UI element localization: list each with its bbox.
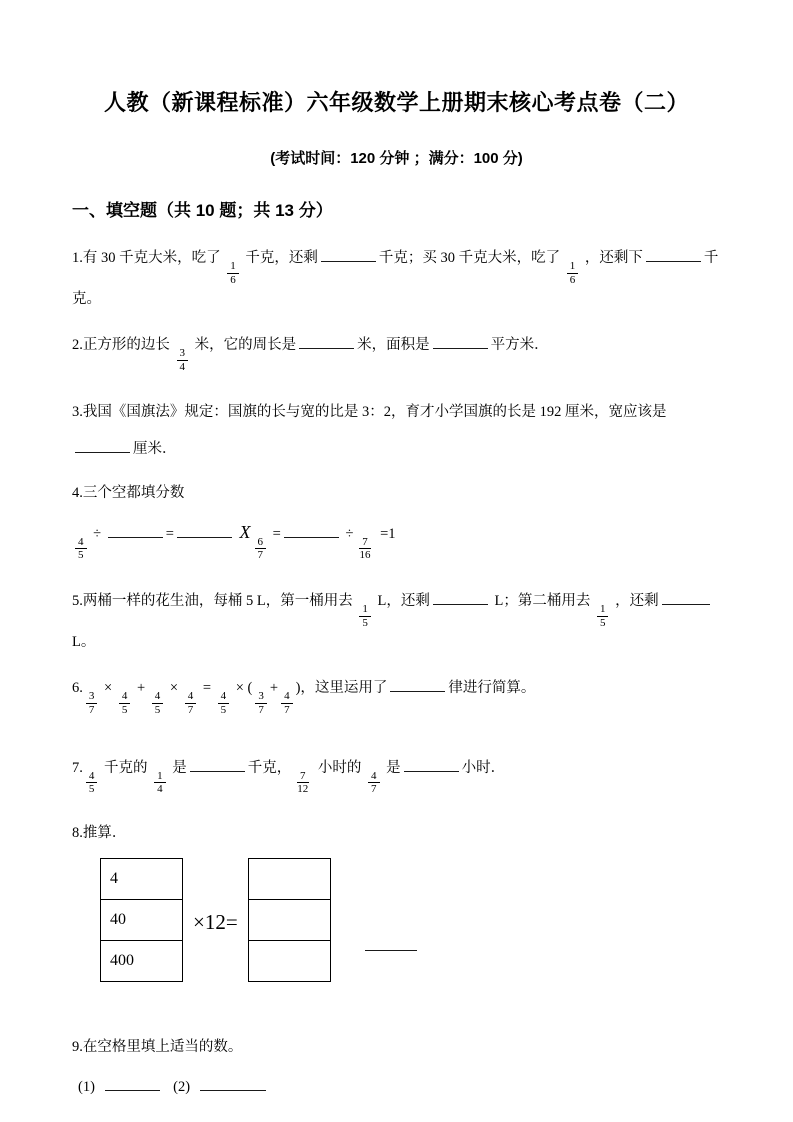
question-7 <box>72 755 721 796</box>
fraction: $\frac{4}{5}$ <box>75 536 87 562</box>
question-1 <box>72 245 721 312</box>
fill-in-blank <box>75 438 130 453</box>
text-segment: 2.正方形的边长 <box>72 337 174 354</box>
multiply-by-12-operator: ×12= <box>193 910 238 934</box>
text-segment <box>235 526 239 542</box>
text-segment: 律进行简算。 <box>448 680 536 697</box>
question-5 <box>72 588 721 655</box>
question-4-label: 4.三个空都填分数 <box>72 484 185 501</box>
text-segment: × <box>166 680 182 697</box>
fraction: $\frac{3}{7}$ <box>86 690 98 716</box>
fill-in-blank <box>284 523 339 538</box>
q8-fill-in-blank <box>365 936 417 951</box>
text-segment: + <box>133 680 149 697</box>
text-segment: = <box>165 525 174 542</box>
text-segment: ，还剩下 <box>581 250 643 266</box>
text-segment: 3.我国《国旗法》规定：国旗的长与宽的比是 3：2，育才小学国旗的长是 192 厘米，宽应该是 <box>72 403 667 420</box>
text-segment: 是 <box>168 759 187 776</box>
text-segment: 5.两桶一样的花生油，每桶 5 L，第一桶用去 <box>72 592 357 609</box>
question-3 <box>72 394 721 468</box>
fill-in-blank <box>646 247 701 262</box>
fill-in-blank <box>433 334 488 349</box>
text-segment: 千克，还剩 <box>241 250 318 266</box>
fill-in-blank <box>433 590 488 605</box>
paper-title: 人教（新课程标准）六年级数学上册期末核心考点卷（二） <box>103 90 689 115</box>
text-segment: ÷ <box>89 525 105 542</box>
fill-in-blank <box>105 1076 160 1091</box>
fraction: $\frac{1}{6}$ <box>567 260 579 286</box>
text-segment: 千克。 <box>72 250 719 308</box>
fraction: $\frac{7}{12}$ <box>297 769 309 796</box>
q8-input-cell: 40 <box>101 900 183 941</box>
fraction: $\frac{7}{16}$ <box>359 535 371 562</box>
question-8-label: 8.推算． <box>72 824 127 841</box>
text-segment: (1) <box>78 1079 99 1096</box>
q8-input-cell: 400 <box>101 941 183 982</box>
q8-answer-table <box>248 858 331 982</box>
text-segment: 6. <box>72 680 83 697</box>
fraction: $\frac{3}{7}$ <box>255 690 267 716</box>
text-segment: L；第二桶用去 <box>490 592 594 609</box>
text-segment: X <box>239 521 251 542</box>
fraction: $\frac{6}{7}$ <box>255 536 267 562</box>
question-6 <box>72 675 721 716</box>
fill-in-blank <box>190 757 245 772</box>
text-segment: = <box>269 525 281 542</box>
text-segment: 小时的 <box>314 759 365 776</box>
q8-answer-cell <box>248 941 330 982</box>
fraction: $\frac{1}{4}$ <box>154 770 166 796</box>
q8-input-table <box>100 858 183 982</box>
fraction: $\frac{4}{5}$ <box>152 690 164 716</box>
text-segment: 平方米． <box>490 337 549 354</box>
text-segment: 千克， <box>247 759 292 776</box>
fill-in-blank <box>299 334 354 349</box>
text-segment: ，还剩 <box>611 592 659 609</box>
text-segment: 7. <box>72 759 83 776</box>
text-segment: 千克；买 30 千克大米，吃了 <box>378 250 564 266</box>
text-segment: L，还剩 <box>373 592 430 609</box>
q8-input-cell: 4 <box>101 859 183 900</box>
fraction: $\frac{1}{5}$ <box>597 603 609 629</box>
fill-in-blank <box>390 677 445 692</box>
text-segment: 小时． <box>461 759 506 776</box>
question-9-label: 9.在空格里填上适当的数。 <box>72 1039 243 1055</box>
text-segment: × ( <box>232 680 253 697</box>
text-segment: 厘米． <box>133 440 177 457</box>
question-9-blanks <box>72 1074 721 1100</box>
question-8-diagram <box>72 858 721 982</box>
fill-in-blank <box>177 523 232 538</box>
fill-in-blank <box>404 757 459 772</box>
text-segment: =1 <box>376 525 396 542</box>
fraction: $\frac{4}{5}$ <box>86 770 98 796</box>
text-segment: + <box>269 680 279 697</box>
question-4-equation <box>72 516 721 562</box>
text-segment: (2) <box>169 1079 194 1096</box>
fraction: $\frac{4}{7}$ <box>185 690 197 716</box>
text-segment: × <box>100 680 116 697</box>
fraction: $\frac{3}{4}$ <box>177 347 189 373</box>
fraction: $\frac{4}{7}$ <box>281 690 293 716</box>
text-segment: ÷ <box>341 525 354 542</box>
text-segment: 千克的 <box>100 759 152 776</box>
fraction: $\frac{4}{5}$ <box>218 690 230 716</box>
fraction: $\frac{1}{6}$ <box>227 260 239 286</box>
fill-in-blank <box>321 247 376 262</box>
text-segment: 米，面积是 <box>357 337 430 354</box>
fraction: $\frac{1}{5}$ <box>359 603 371 629</box>
fraction: $\frac{4}{7}$ <box>368 770 380 796</box>
text-segment: )，这里运用了 <box>295 680 388 697</box>
q8-answer-cell <box>248 859 330 900</box>
paper-subtitle: (考试时间：120 分钟 ；满分：100 分) <box>270 150 523 167</box>
fill-in-blank <box>108 523 163 538</box>
text-segment: 米，它的周长是 <box>191 337 297 354</box>
text-segment: L。 <box>72 634 96 651</box>
fill-in-blank <box>200 1076 266 1091</box>
q8-answer-cell <box>248 900 330 941</box>
fill-in-blank <box>662 590 710 605</box>
fraction: $\frac{4}{5}$ <box>119 690 131 716</box>
text-segment: 是 <box>382 759 401 776</box>
question-2 <box>72 332 721 373</box>
text-segment: 1.有 30 千克大米，吃了 <box>72 250 225 266</box>
section-heading-fill-in: 一、填空题（共 10 题；共 13 分） <box>72 201 333 220</box>
text-segment: = <box>199 680 215 697</box>
